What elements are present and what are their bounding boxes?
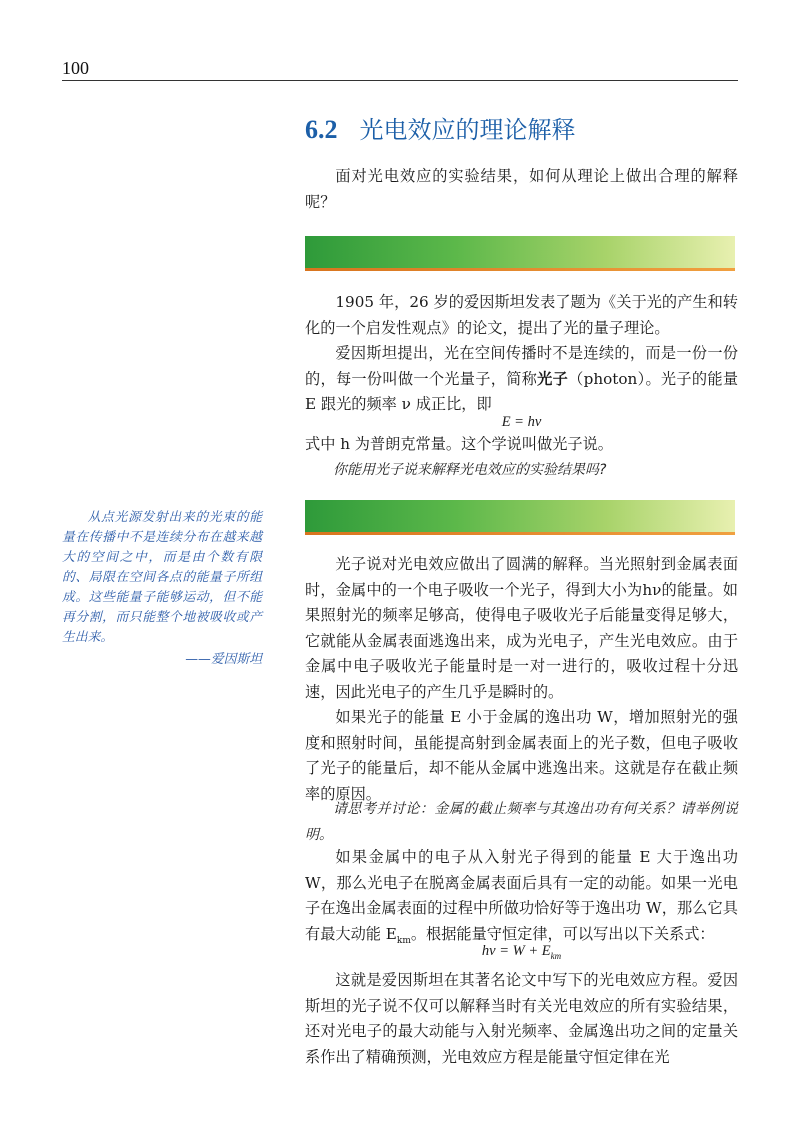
section-title-text: 光电效应的理论解释	[359, 116, 576, 144]
discussion-prompt: 请思考并讨论：金属的截止频率与其逸出功有何关系？请举例说明。	[305, 801, 738, 843]
paragraph-cutoff: 如果光子的能量 E 小于金属的逸出功 W，增加照射光的强度和照射时间，虽能提高射到金属表面上的光子数，但电子吸收了光子的能量后，却不能从金属中逃逸出来。这就是存在截止频率的原因。	[305, 708, 738, 803]
photon-text-b: （photon）。光子的能量 E 跟光的频率 ν 成正比，即	[305, 369, 739, 413]
header-rule	[62, 80, 738, 81]
page-number: 100	[62, 58, 89, 78]
photon-text-a: 爱因斯坦提出，光在空间传播时不是连续的，而是一份一份的，每一份叫做一个光量子，简称	[305, 344, 738, 388]
formula-photoelectric-equation	[305, 943, 738, 961]
paragraph-photon	[305, 341, 738, 418]
kinetic-subscript: km	[396, 935, 411, 946]
sidebar-attribution: ——爱因斯坦	[185, 652, 262, 667]
section-number: 6.2	[305, 115, 338, 144]
formula2-main: hν = W + E	[481, 943, 551, 959]
paragraph-1905: 1905 年，26 岁的爱因斯坦发表了题为《关于光的产生和转化的一个启发性观点》的论文，提出了光的量子理论。	[305, 293, 738, 337]
question-photon-theory: 你能用光子说来解释光电效应的实验结果吗?	[333, 462, 607, 478]
paragraph-kinetic-energy	[305, 845, 738, 954]
section-title	[305, 110, 576, 145]
sidebar-quote: 从点光源发射出来的光束的能量在传播中不是连续分布在越来越大的空间之中，而是由个数有限的、局限在空间各点的能量子所组成。这些能量子能够运动，但不能再分割，而只能整个地被吸收或产生出来。	[62, 510, 262, 645]
section-divider-band-2	[305, 500, 735, 532]
paragraph-planck: 式中 h 为普朗克常量。这个学说叫做光子说。	[305, 435, 613, 453]
formula2-subscript: km	[550, 950, 562, 961]
section-divider-band-1	[305, 236, 735, 268]
paragraph-einstein-equation: 这就是爱因斯坦在其著名论文中写下的光电效应方程。爱因斯坦的光子说不仅可以解释当时有关光电效应的所有实验结果，还对光电子的最大动能与入射光频率、金属逸出功之间的定量关系作出了精确预测，光电效应方程是能量守恒定律在光	[305, 971, 738, 1066]
kinetic-text-a: 如果金属中的电子从入射光子得到的能量 E 大于逸出功 W，那么光电子在脱离金属表面后具有一定的动能。如果一光电子在逸出金属表面的过程中所做功恰好等于逸出功 W，那么它具有最大动能 E	[305, 848, 738, 943]
kinetic-text-b: 。根据能量守恒定律，可以写出以下关系式：	[410, 924, 715, 943]
photon-term: 光子	[537, 369, 569, 388]
formula-photon-energy: E = hν	[501, 414, 542, 430]
intro-paragraph: 面对光电效应的实验结果，如何从理论上做出合理的解释呢？	[305, 167, 738, 211]
paragraph-explanation: 光子说对光电效应做出了圆满的解释。当光照射到金属表面时，金属中的一个电子吸收一个光子，得到大小为hν的能量。如果照射光的频率足够高，使得电子吸收光子后能量变得足够大，它就能从金属表面逃逸出来，成为光电子，产生光电效应。由于金属中电子吸收光子能量时是一对一进行的，吸收过程十分迅速，因此光电子的产生几乎是瞬时的。	[305, 555, 738, 701]
